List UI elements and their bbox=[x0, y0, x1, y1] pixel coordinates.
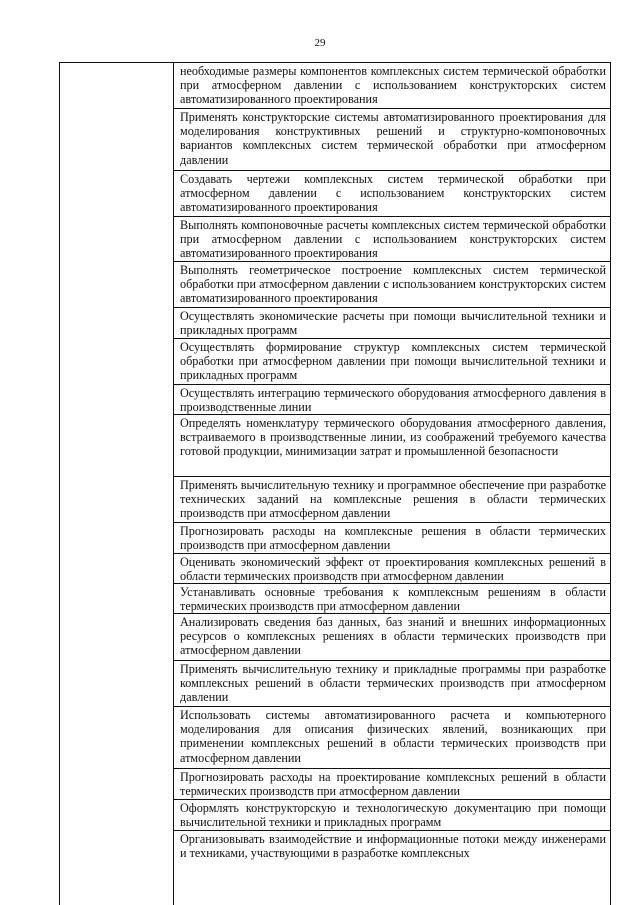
table-row: Осуществлять интеграцию термического оборудования атмосферного давления в производственные линии bbox=[174, 385, 610, 415]
table-row: Применять вычислительную технику и прикладные программы при разработке комплексных решений в области термических производств при атмосферном давлении bbox=[174, 661, 610, 707]
table-row: Устанавливать основные требования к комплексным решениям в области термических производств при атмосферном давлении bbox=[174, 584, 610, 614]
table-row: Оценивать экономический эффект от проектирования комплексных решений в области термических производств при атмосферном давлении bbox=[174, 554, 610, 584]
page-number: 29 bbox=[314, 37, 326, 49]
table-row: Оформлять конструкторскую и технологическую документацию при помощи вычислительной техники и прикладных программ bbox=[174, 800, 610, 831]
table-row: необходимые размеры компонентов комплексных систем термической обработки при атмосферном давлении с использованием конструкторских систем автоматизированного проектирования bbox=[174, 63, 610, 109]
table-row: Организовывать взаимодействие и информационные потоки между инженерами и техниками, участвующими в разработке комплексных bbox=[180, 832, 606, 861]
table-row: Осуществлять экономические расчеты при помощи вычислительной техники и прикладных программ bbox=[174, 308, 610, 339]
table-row: Осуществлять формирование структур комплексных систем термической обработки при атмосферном давлении при помощи вычислительной техники и прикладных программ bbox=[174, 339, 610, 385]
table-right-column bbox=[174, 63, 610, 871]
table-left-column bbox=[60, 63, 174, 905]
table-row: Выполнять геометрическое построение комплексных систем термической обработки при атмосферном давлении с использованием конструкторских систем автоматизированного проектирования bbox=[174, 262, 610, 308]
table-row: Создавать чертежи комплексных систем термической обработки при атмосферном давлении с использованием конструкторских систем автоматизированного проектирования bbox=[174, 171, 610, 217]
table-row: Прогнозировать расходы на проектирование комплексных решений в области термических производств при атмосферном давлении bbox=[174, 769, 610, 800]
table-row: Выполнять компоновочные расчеты комплексных систем термической обработки при атмосферном давлении с использованием конструкторских систем автоматизированного проектирования bbox=[174, 217, 610, 262]
table-row: Применять вычислительную технику и программное обеспечение при разработке технических заданий на комплексные решения в области термических производств при атмосферном давлении bbox=[174, 477, 610, 523]
skills-table bbox=[59, 62, 611, 905]
table-row: Анализировать сведения баз данных, баз знаний и внешних информационных ресурсов о комплексных решениях в области термических производств при атмосферном давлении bbox=[174, 614, 610, 661]
table-row: Определять номенклатуру термического оборудования атмосферного давления, встраиваемого в производственные линии, из соображений требуемого качества готовой продукции, минимизации затрат и промышленной безопасности bbox=[174, 415, 610, 477]
table-row: Применять конструкторские системы автоматизированного проектирования для моделирования конструктивных решений и структурно-компоновочных вариантов комплексных систем термической обработки при атмосферном давлении bbox=[174, 109, 610, 171]
table-row: Прогнозировать расходы на комплексные решения в области термических производств при атмосферном давлении bbox=[174, 523, 610, 554]
table-row: Использовать системы автоматизированного расчета и компьютерного моделирования для описания физических явлений, возникающих при применении комплексных решений в области термических производств при атмосферном давлении bbox=[174, 707, 610, 769]
